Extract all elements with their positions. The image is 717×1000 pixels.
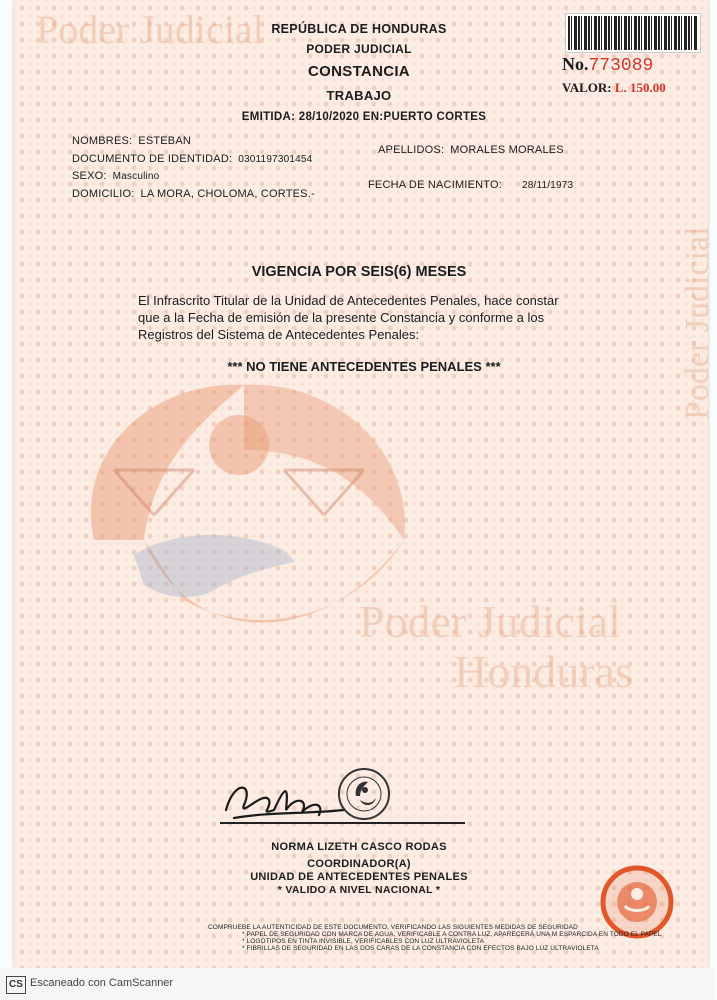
watermark-center-line2: Honduras — [454, 646, 633, 697]
serial-value: 773089 — [588, 56, 654, 76]
official-seal — [336, 766, 392, 822]
value-amount — [562, 80, 666, 96]
value-label: VALOR: — [562, 80, 612, 95]
field-nombres — [72, 135, 191, 147]
nombres-value: ESTEBAN — [138, 135, 192, 147]
security-notes — [208, 924, 662, 952]
domicilio-label: DOMICILIO: — [72, 188, 135, 200]
documento-value: 0301197301454 — [238, 154, 313, 165]
watermark-center-line1: Poder Judicial — [359, 596, 621, 647]
signatory-name: NORMA LIZETH CASCO RODAS — [271, 841, 447, 853]
watermark-top-left: Poder Judicial — [36, 7, 264, 52]
body-line-1: El Infrascrito Titular de la Unidad de Antecedentes Penales, hace constar — [138, 293, 559, 308]
nacimiento-label: FECHA DE NACIMIENTO: — [368, 179, 502, 191]
value-number: L. 150.00 — [614, 80, 666, 95]
scanner-footer — [0, 968, 715, 1000]
document-purpose: TRABAJO — [326, 88, 392, 103]
apellidos-value: MORALES MORALES — [450, 144, 564, 156]
serial-label: No. — [562, 54, 589, 74]
institution-title: PODER JUDICIAL — [306, 42, 412, 56]
domicilio-value: LA MORA, CHOLOMA, CORTES.- — [140, 188, 315, 200]
scanner-caption: Escaneado con CamScanner — [30, 977, 174, 989]
document-page — [14, 0, 716, 968]
body-line-2: que a la Fecha de emisión de la presente Constancia y conforme a los — [138, 310, 545, 325]
result-statement: *** NO TIENE ANTECEDENTES PENALES *** — [227, 359, 501, 374]
apellidos-label: APELLIDOS: — [378, 144, 445, 156]
field-domicilio — [72, 188, 315, 200]
signature-line — [220, 822, 465, 824]
security-line-3: * LOGOTIPOS EN TINTA INVISIBLE, VERIFICABLES CON LUZ ULTRAVIOLETA — [242, 938, 485, 945]
documento-label: DOCUMENTO DE IDENTIDAD: — [72, 153, 233, 165]
document-type-title: CONSTANCIA — [308, 63, 410, 80]
field-documento — [72, 153, 312, 165]
signatory-unit: UNIDAD DE ANTECEDENTES PENALES — [250, 871, 468, 883]
field-apellidos — [378, 144, 564, 156]
signature — [214, 770, 354, 830]
barcode — [566, 14, 700, 52]
validity-heading: VIGENCIA POR SEIS(6) MESES — [251, 264, 467, 280]
body-paragraph — [138, 292, 608, 343]
emblem-watermark — [34, 340, 454, 680]
watermark-right-side: Poder Judicial — [679, 226, 716, 420]
nacimiento-value: 28/11/1973 — [521, 180, 574, 191]
sexo-label: SEXO: — [72, 170, 107, 182]
security-line-1: COMPRUEBE LA AUTENTICIDAD DE ESTE DOCUMENTO, VERIFICANDO LAS SIGUIENTES MEDIDAS DE SEGURIDAD — [208, 924, 578, 931]
signatory-role: COORDINADOR(A) — [307, 858, 411, 870]
serial-number — [562, 54, 653, 76]
field-sexo — [72, 170, 159, 182]
camscanner-logo-icon: CS — [6, 976, 26, 994]
country-title: REPÚBLICA DE HONDURAS — [271, 22, 447, 36]
security-line-4: * FIBRILLAS DE SEGURIDAD EN LAS DOS CARAS DE LA CONSTANCIA CON EFECTOS BAJO LUZ ULTRAVIOLETA — [242, 945, 599, 952]
nombres-label: NOMBRES: — [72, 135, 133, 147]
emission-line: EMITIDA: 28/10/2020 EN:PUERTO CORTES — [241, 111, 487, 123]
body-line-3: Registros del Sistema de Antecedentes Penales: — [138, 327, 420, 342]
field-nacimiento — [368, 179, 573, 191]
sexo-value: Masculino — [112, 171, 160, 182]
signatory-validity: * VALIDO A NIVEL NACIONAL * — [277, 884, 441, 896]
security-line-2: * PAPEL DE SEGURIDAD CON MARCA DE AGUA, VERIFICABLE A CONTRA LUZ, APARECERÁ UNA M ESPARCIDA EN TODO EL PAPEL — [242, 931, 662, 938]
